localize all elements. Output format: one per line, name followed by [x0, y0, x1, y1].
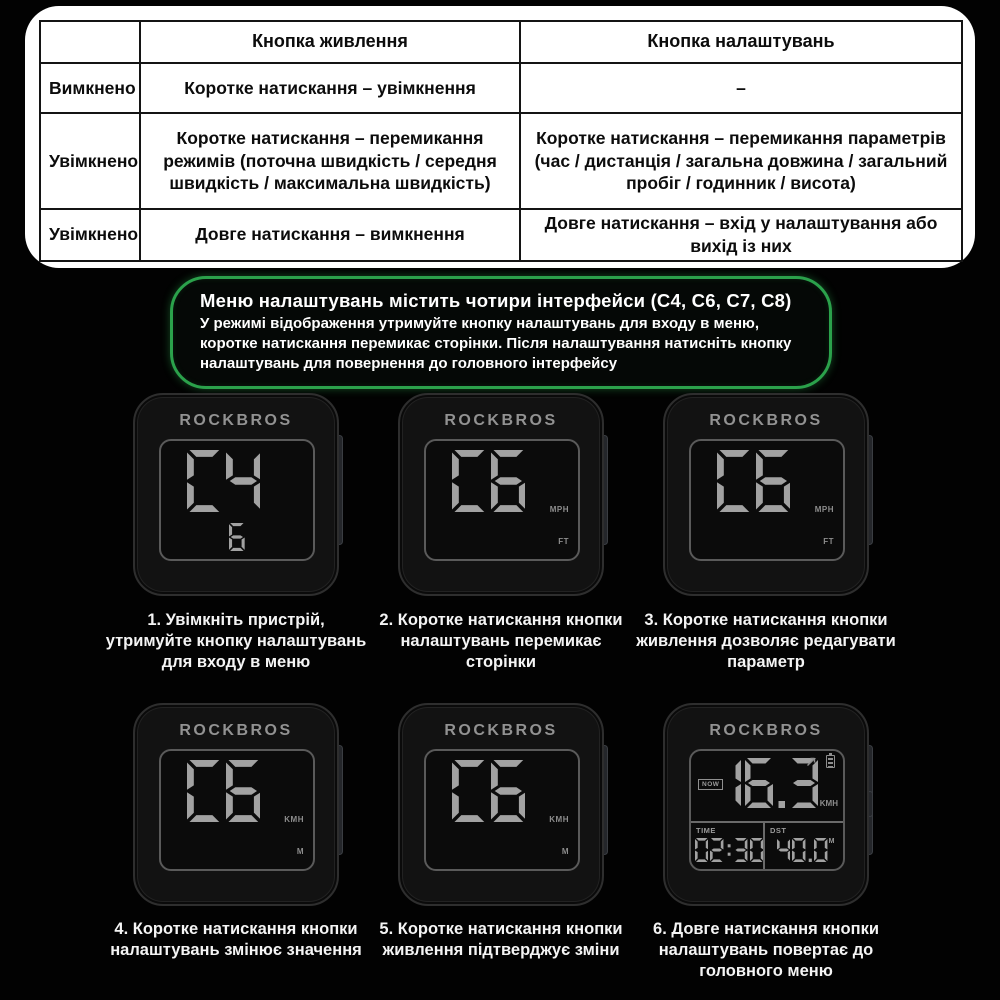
- cell-device-state: Увімкнено: [40, 209, 140, 261]
- rockbros-logo: ROCKBROS: [444, 722, 558, 739]
- cell-device-state: Увімкнено: [40, 113, 140, 209]
- lcd-main-value: [187, 760, 260, 822]
- table-row: [40, 113, 962, 209]
- note-title: Меню налаштувань містить чотири інтерфейси (C4, C6, C7, C8): [200, 290, 792, 311]
- caption-step-1: 1. Увімкніть пристрій, утримуйте кнопку налаштувань для входу в меню: [105, 611, 367, 672]
- caption-step-6: 6. Довге натискання кнопки налаштувань повертає до головного меню: [653, 920, 879, 981]
- battery-icon: [826, 755, 835, 768]
- lcd-screen: [689, 439, 845, 561]
- device-step-1: [133, 393, 339, 596]
- lcd-screen: [159, 439, 315, 561]
- dst-unit: M: [828, 838, 835, 845]
- lcd-screen: [424, 439, 580, 561]
- lcd-main-value: [452, 760, 525, 822]
- settings-menu-note: [170, 276, 832, 389]
- lcd-main-value: [452, 450, 525, 512]
- note-body: У режимі відображення утримуйте кнопку налаштувань для входу в меню, коротке натискання перемикає сторінки. Після налаштування натисніть кнопку налаштувань для повернення до головного інтерфейсу: [200, 315, 792, 372]
- table-row: [40, 63, 962, 113]
- rockbros-logo: ROCKBROS: [179, 722, 293, 739]
- lcd-main-value: [717, 450, 790, 512]
- cell-power-action: Коротке натискання – перемикання режимів (поточна швидкість / середня швидкість / максимальна швидкість): [140, 113, 520, 209]
- unit-label-top: KMH: [549, 815, 569, 824]
- caption-step-3: 3. Коротке натискання кнопки живлення дозволяє редагувати параметр: [636, 611, 896, 672]
- table-header-power-button: Кнопка живлення: [140, 21, 520, 63]
- rockbros-logo: ROCKBROS: [709, 722, 823, 739]
- time-value: [695, 838, 763, 862]
- unit-label-top: MPH: [814, 505, 834, 514]
- device-step-4: [133, 703, 339, 906]
- rockbros-logo: ROCKBROS: [444, 412, 558, 429]
- cell-power-action: Довге натискання – вимкнення: [140, 209, 520, 261]
- caption-step-4: 4. Коротке натискання кнопки налаштувань змінює значення: [110, 920, 362, 960]
- device-body: [133, 393, 339, 596]
- time-label: TIME: [696, 826, 716, 835]
- device-body: [133, 703, 339, 906]
- device-body: [663, 703, 869, 906]
- cell-settings-action: Довге натискання – вхід у налаштування або вихід із них: [520, 209, 962, 261]
- device-step-2: [398, 393, 604, 596]
- unit-label-top: MPH: [549, 505, 569, 514]
- functions-card: [25, 6, 975, 268]
- now-badge: NOW: [698, 779, 723, 790]
- unit-label-bottom: M: [296, 847, 304, 856]
- device-step-3: [663, 393, 869, 596]
- cell-device-state: Вимкнено: [40, 63, 140, 113]
- table-header-row: [40, 21, 962, 63]
- dst-value: [777, 838, 828, 862]
- table-header-state: [40, 21, 140, 63]
- distance-cell: [763, 823, 843, 869]
- lcd-speed-value: [725, 758, 818, 808]
- cell-power-action: Коротке натискання – увімкнення: [140, 63, 520, 113]
- lcd-screen: [159, 749, 315, 871]
- device-step-6: [663, 703, 869, 906]
- button-functions-table: [39, 20, 963, 262]
- caption-step-5: 5. Коротке натискання кнопки живлення підтверджує зміни: [379, 920, 623, 960]
- gps-signal-icon: [806, 756, 817, 767]
- lcd-screen: [424, 749, 580, 871]
- lcd-screen: [689, 749, 845, 871]
- lcd-speed-section: [691, 751, 843, 821]
- unit-label-bottom: FT: [558, 537, 569, 546]
- speed-unit-label: KMH: [819, 799, 838, 808]
- rockbros-logo: ROCKBROS: [709, 412, 823, 429]
- caption-step-2: 2. Коротке натискання кнопки налаштувань перемикає сторінки: [379, 611, 623, 672]
- device-step-5: [398, 703, 604, 906]
- table-header-settings-button: Кнопка налаштувань: [520, 21, 962, 63]
- lcd-info-section: [691, 821, 843, 869]
- dst-label: DST: [770, 826, 787, 835]
- lcd-sub-value: [161, 523, 313, 551]
- lcd-main-value: [187, 450, 260, 512]
- rockbros-logo: ROCKBROS: [179, 412, 293, 429]
- unit-label-top: KMH: [284, 815, 304, 824]
- unit-label-bottom: FT: [823, 537, 834, 546]
- cell-settings-action: Коротке натискання – перемикання параметрів (час / дистанція / загальна довжина / загальний пробіг / годинник / висота): [520, 113, 962, 209]
- time-cell: [691, 823, 763, 869]
- table-row: [40, 209, 962, 261]
- device-body: [398, 393, 604, 596]
- device-body: [398, 703, 604, 906]
- cell-settings-action: –: [520, 63, 962, 113]
- device-body: [663, 393, 869, 596]
- unit-label-bottom: M: [561, 847, 569, 856]
